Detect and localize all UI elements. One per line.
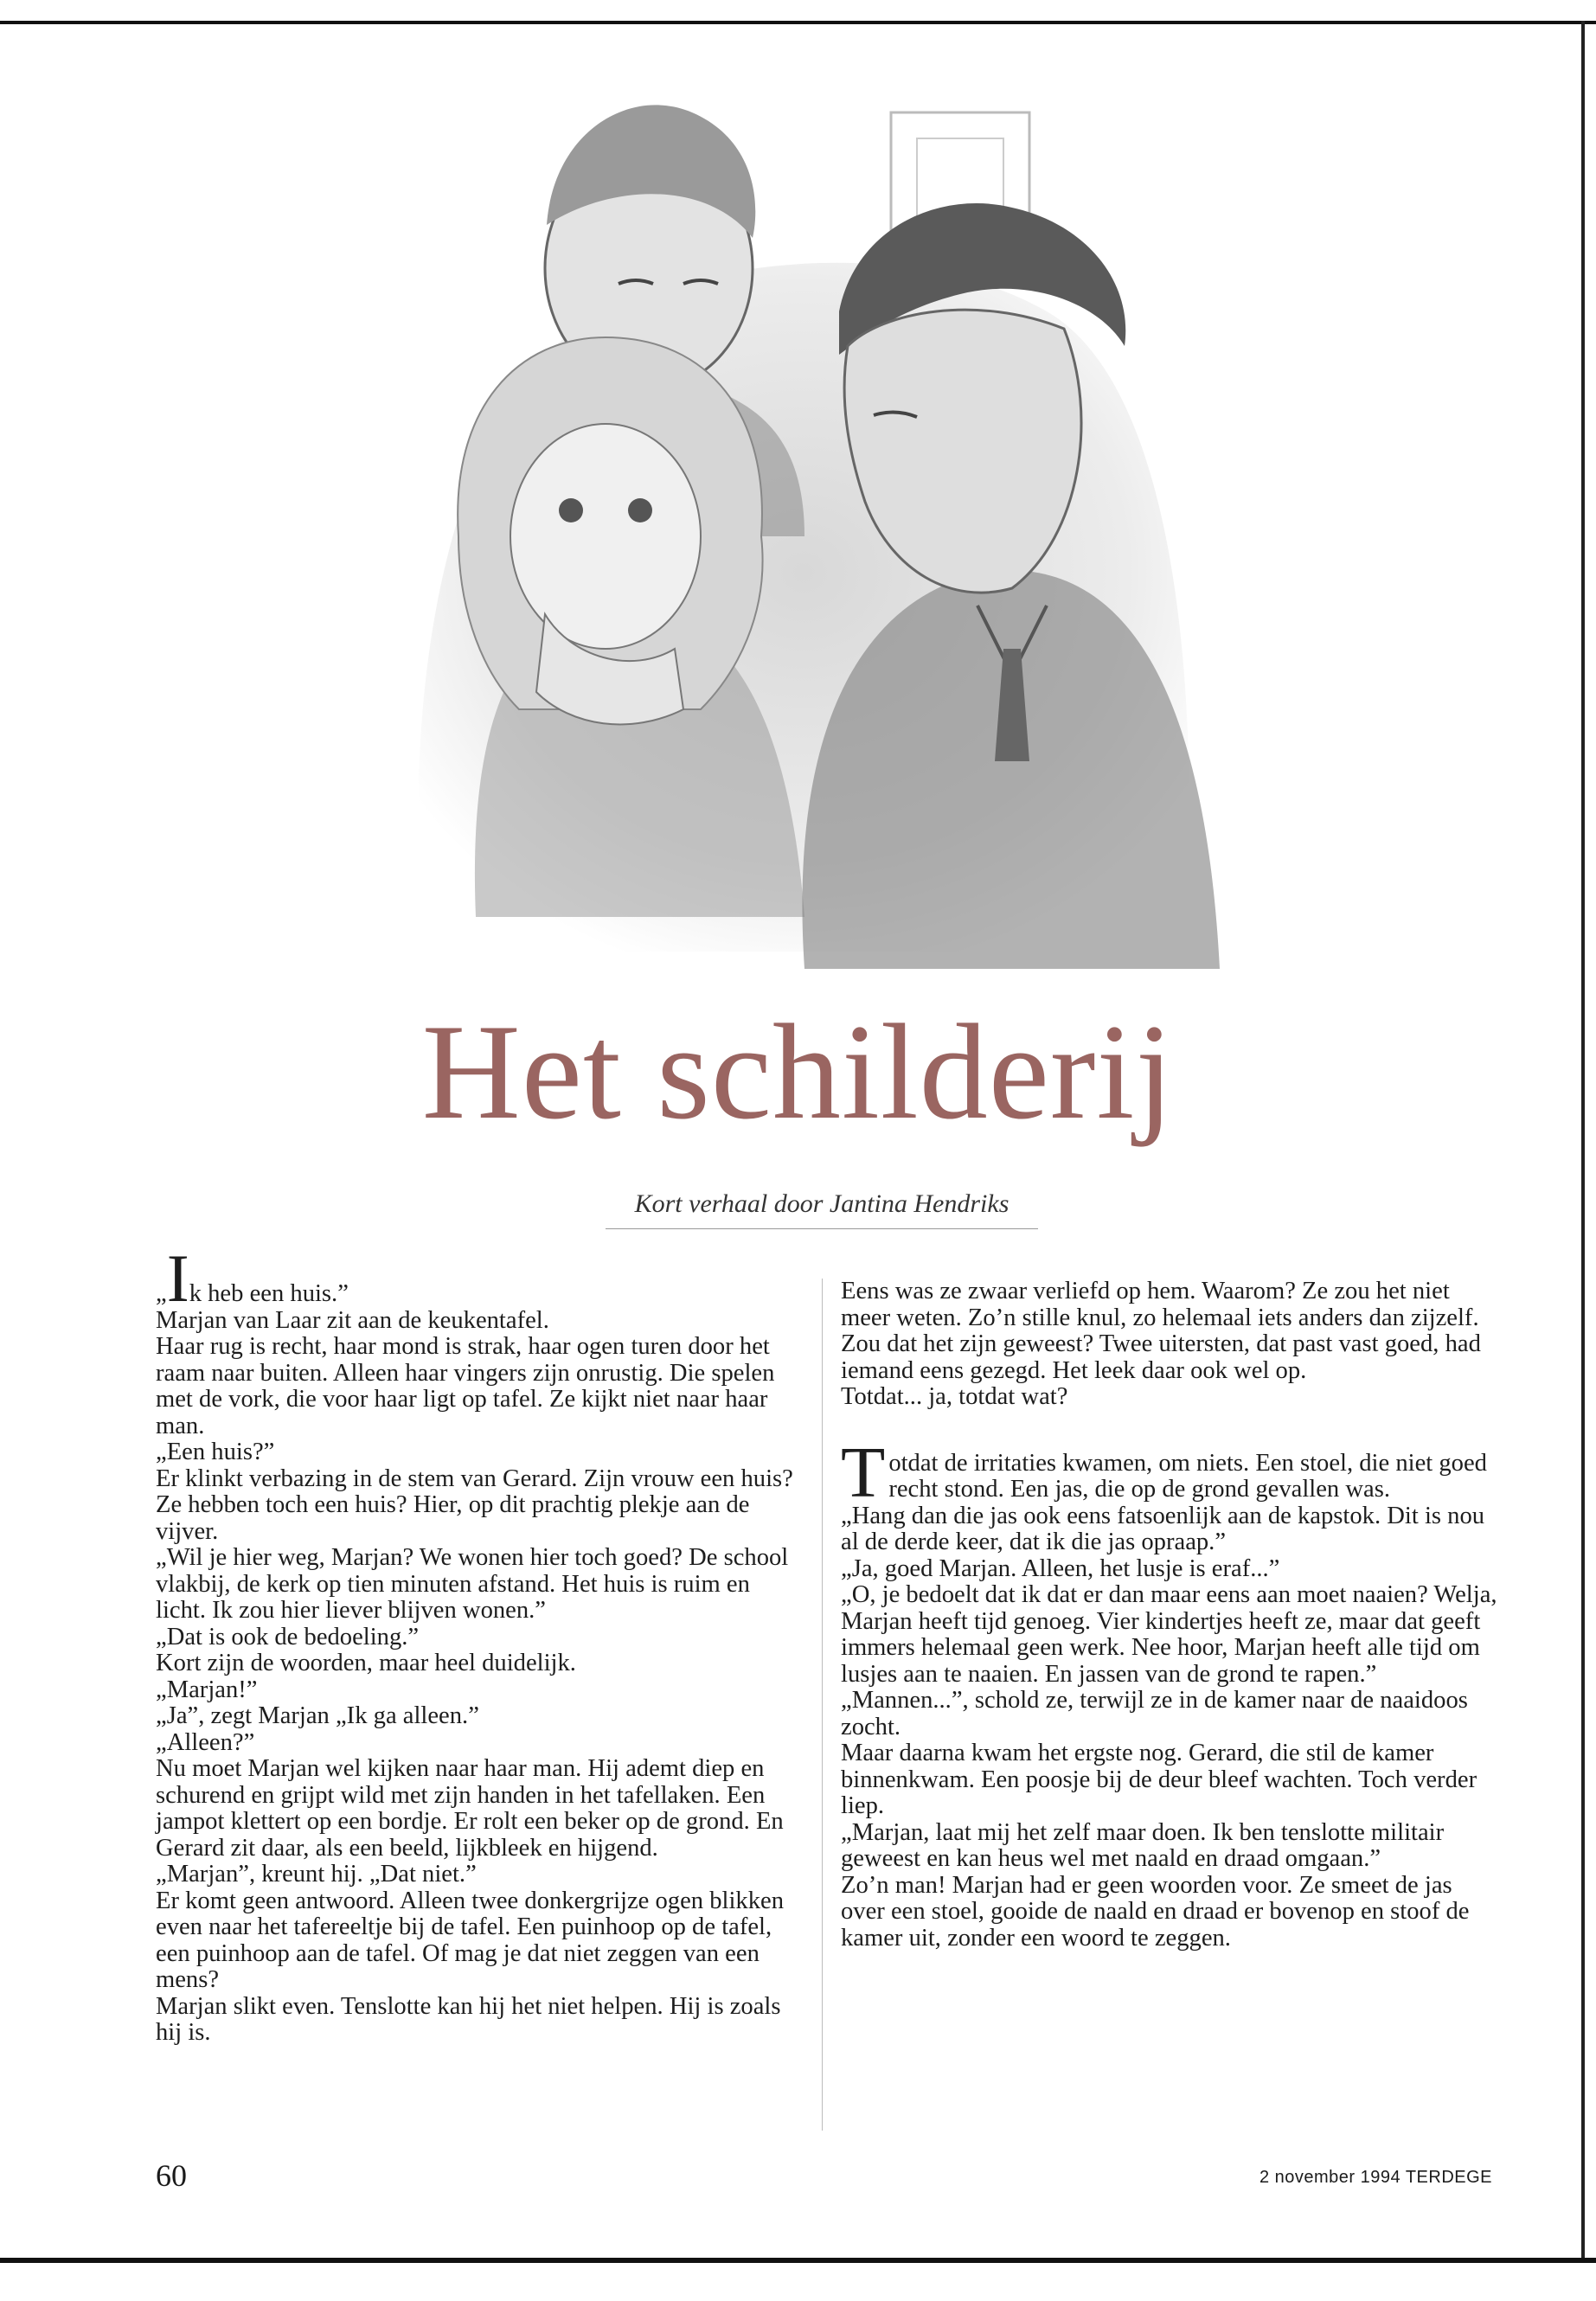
paragraph: Nu moet Marjan wel kijken naar haar man. Hij ademt diep en schurend en grijpt wild met zijn handen in het tafellaken. Een jampot klettert op een bordje. Er rolt een beker op de grond. En Gerard zit daar, als een beeld, lijkbleek en hijgend. [156,1755,784,1862]
top-frame-bar [0,21,1596,24]
paragraph: „Ik heb een huis.” [156,1240,349,1316]
right-text-column [841,1279,1498,1952]
paragraph: Haar rug is recht, haar mond is strak, haar ogen turen door het raam naar buiten. Alleen haar vingers zijn onrustig. Die spelen met de vork, die voor haar ligt op tafel. Ze kijkt niet naar haar man. [156,1333,775,1439]
paragraph: Eens was ze zwaar verliefd op hem. Waarom? Ze zou het niet meer weten. Zo’n stille knul, zo helemaal iets anders dan zijzelf. Zou dat het zijn geweest? Twee uitersten, dat past vast goed, had iemand eens gezegd. Het leek daar ook wel op. [841,1278,1481,1384]
article-subtitle: Kort verhaal door Jantina Hendriks [634,1189,1010,1218]
paragraph: „Hang dan die jas ook eens fatsoenlijk aan de kapstok. Dit is nou al de derde keer, dat ik die jas opraap.” [841,1502,1485,1555]
paragraph: Kort zijn de woorden, maar heel duidelijk. [156,1650,576,1676]
paragraph: Totdat de irritaties kwamen, om niets. Een stoel, die niet goed recht stond. Een jas, die op de grond gevallen was. [841,1432,1487,1513]
bottom-frame-bar [0,2258,1596,2263]
column-divider [822,1279,823,2131]
drop-cap: T [841,1432,886,1513]
paragraph: „Marjan!” [156,1676,258,1703]
paragraph: Marjan van Laar zit aan de keukentafel. [156,1306,549,1334]
left-text-column [156,1240,800,2047]
paragraph: „Marjan, laat mij het zelf maar doen. Ik ben tenslotte militair geweest en kan heus wel met naald en draad omgaan.” [841,1818,1445,1872]
article-title: Het schilderij [421,997,1175,1148]
paragraph: Marjan slikt even. Tenslotte kan hij het niet helpen. Hij is zoals hij is. [156,1992,781,2046]
subtitle-divider [606,1228,1038,1229]
paragraph: „Ja, goed Marjan. Alleen, het lusje is eraf...” [841,1554,1280,1582]
issue-date-publication: 2 november 1994 TERDEGE [1259,2168,1492,2187]
paragraph: Zo’n man! Marjan had er geen woorden voor. Ze smeet de jas over een stoel, gooide de naald en draad er bovenop en stoof de kamer uit, zonder een woord te zeggen. [841,1871,1470,1952]
paragraph: Er komt geen antwoord. Alleen twee donkergrijze ogen blikken even naar het tafereeltje bij de tafel. Een puinhoop op de tafel, een puinhoop aan de tafel. Of mag je dat niet zeggen van een mens? [156,1887,785,1993]
paragraph: Er klinkt verbazing in de stem van Gerard. Zijn vrouw een huis? Ze hebben toch een huis? Hier, op dit prachtig plekje aan de vijver. [156,1465,793,1545]
paragraph: „O, je bedoelt dat ik dat er dan maar eens aan moet naaien? Welja, Marjan heeft tijd genoeg. Vier kindertjes heeft ze, maar dat geeft immers helemaal geen werk. Nee hoor, Marjan heeft alle tijd om lusjes aan te naaien. En jassen van de grond te rapen.” [841,1581,1497,1688]
paragraph: Totdat... ja, totdat wat? [841,1383,1068,1410]
paragraph: „Marjan”, kreunt hij. „Dat niet.” [156,1861,477,1888]
section-break [841,1411,1498,1451]
paragraph: „Alleen?” [156,1728,255,1756]
family-illustration [320,52,1272,1021]
paragraph: Maar daarna kwam het ergste nog. Gerard, die stil de kamer binnenkwam. Een poosje bij de deur bleef wachten. Toch verder liep. [841,1740,1477,1819]
paragraph: „Mannen...”, schold ze, terwijl ze in de kamer naar de naaidoos zocht. [841,1687,1468,1740]
paragraph: „Ja”, zegt Marjan „Ik ga alleen.” [156,1702,479,1729]
drop-cap: I [166,1240,189,1316]
paragraph: „Een huis?” [156,1439,275,1465]
page-number: 60 [156,2158,187,2193]
open-quote: „ [156,1280,167,1307]
paragraph: „Wil je hier weg, Marjan? We wonen hier toch goed? De school vlakbij, de kerk op tien minuten afstand. Het huis is ruim en licht. Ik zou hier liever blijven wonen.” [156,1544,789,1624]
paragraph: „Dat is ook de bedoeling.” [156,1623,420,1650]
